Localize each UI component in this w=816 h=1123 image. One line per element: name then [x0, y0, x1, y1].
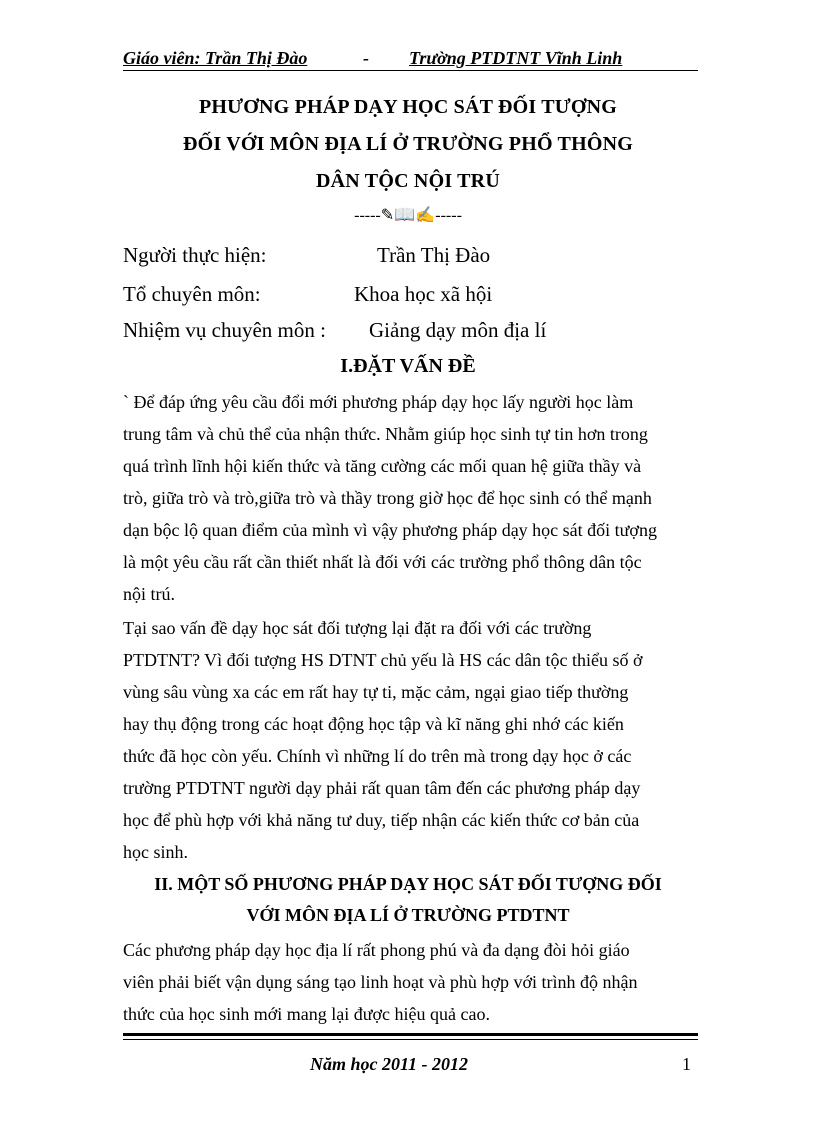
section-1-paragraph-2 [123, 612, 698, 868]
paragraph-line: nội trú. [123, 584, 175, 604]
pen-icon: ✍ [415, 207, 436, 224]
document-title-line-1: PHƯƠNG PHÁP DẠY HỌC SÁT ĐỐI TƯỢNG [198, 96, 618, 118]
header-teacher: Giáo viên: Trần Thị Đào [123, 48, 308, 68]
section-2-heading-line-2: VỚI MÔN ĐỊA LÍ Ở TRƯỜNG PTDTNT [246, 905, 570, 925]
paragraph-line: viên phải biết vận dụng sáng tạo linh hoạt và phù hợp với trình độ nhận [123, 972, 638, 992]
paragraph-line: là một yêu cầu rất cần thiết nhất là đối với các trường phổ thông dân tộc [123, 552, 642, 572]
section-2-paragraph [123, 934, 698, 1030]
section-1-heading: I.ĐẶT VẤN ĐỀ [340, 355, 476, 377]
section-1-paragraph-1 [123, 386, 698, 610]
paragraph-line: học sinh. [123, 842, 188, 862]
paragraph-line: Các phương pháp dạy học địa lí rất phong phú và đa dạng đòi hỏi giáo [123, 940, 630, 960]
paragraph-line: thức của học sinh mới mang lại được hiệu quả cao. [123, 1004, 490, 1024]
book-icon: 📖 [394, 205, 416, 224]
group-label: Tổ chuyên môn: [123, 282, 261, 306]
footer-rule-thick [123, 1033, 698, 1036]
header-separator: - [363, 48, 369, 68]
paragraph-line: ` Để đáp ứng yêu cầu đổi mới phương pháp dạy học lấy người học làm [123, 392, 634, 412]
duty-label: Nhiệm vụ chuyên môn : [123, 318, 326, 342]
header-rule [123, 70, 698, 71]
performer-value: Trần Thị Đào [377, 243, 491, 267]
title-ornament [330, 205, 486, 225]
ornament-left-dashes: ----- [354, 207, 381, 224]
paragraph-line: Tại sao vấn đề dạy học sát đối tượng lại đặt ra đối với các trường [123, 618, 592, 638]
footer-school-year: Năm học 2011 - 2012 [310, 1054, 469, 1074]
duty-value: Giảng dạy môn địa lí [369, 318, 547, 342]
paragraph-line: trung tâm và chủ thể của nhận thức. Nhằm giúp học sinh tự tin hơn trong [123, 424, 648, 444]
header-school: Trường PTDTNT Vĩnh Linh [409, 48, 623, 68]
paragraph-line: hay thụ động trong các hoạt động học tập và kĩ năng ghi nhớ các kiến [123, 714, 624, 734]
paragraph-line: thức đã học còn yếu. Chính vì những lí do trên mà trong dạy học ở các [123, 746, 632, 766]
paragraph-line: vùng sâu vùng xa các em rất hay tự ti, mặc cảm, ngại giao tiếp thường [123, 682, 629, 702]
paragraph-line: trường PTDTNT người dạy phải rất quan tâm đến các phương pháp dạy [123, 778, 641, 798]
paragraph-line: dạn bộc lộ quan điểm của mình vì vậy phương pháp dạy học sát đối tượng [123, 520, 657, 540]
page-header [123, 48, 698, 70]
footer-rule-thin [123, 1039, 698, 1040]
section-2-heading-line-1: II. MỘT SỐ PHƯƠNG PHÁP DẠY HỌC SÁT ĐỐI TƯỢNG ĐỐI [154, 874, 662, 894]
ornament-right-dashes: ----- [435, 207, 462, 224]
paragraph-line: quá trình lĩnh hội kiến thức và tăng cường các mối quan hệ giữa thầy và [123, 456, 642, 476]
document-title-line-3: DÂN TỘC NỘI TRÚ [316, 170, 500, 192]
scissors-icon: ✎ [380, 207, 395, 224]
paragraph-line: học để phù hợp với khả năng tư duy, tiếp nhận các kiến thức cơ bản của [123, 810, 640, 830]
group-value: Khoa học xã hội [354, 282, 493, 306]
page-number: 1 [682, 1054, 691, 1074]
document-title-line-2: ĐỐI VỚI MÔN ĐỊA LÍ Ở TRƯỜNG PHỔ THÔNG [182, 133, 634, 155]
performer-label: Người thực hiện: [123, 243, 267, 267]
paragraph-line: trò, giữa trò và trò,giữa trò và thầy trong giờ học để học sinh có thể mạnh [123, 488, 652, 508]
paragraph-line: PTDTNT? Vì đối tượng HS DTNT chủ yếu là HS các dân tộc thiểu số ở [123, 650, 643, 670]
